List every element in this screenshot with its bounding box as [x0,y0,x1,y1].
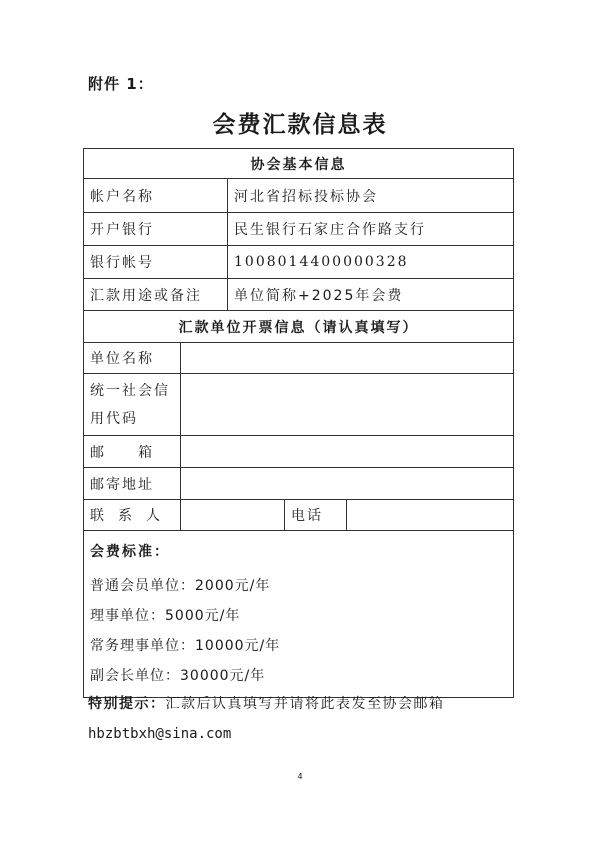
fee-item: 理事单位：5000元/年 [90,608,241,624]
address-field[interactable] [181,468,514,500]
contact-label: 联系人 [84,500,181,531]
purpose-label: 汇款用途或备注 [84,279,228,311]
attachment-label: 附件 1： [88,75,154,93]
table-row [84,279,514,311]
fee-standard-cell [84,531,514,698]
email-label: 邮 箱 [84,436,181,468]
account-number-value: 1008014400000328 [228,246,514,279]
table-row [84,374,514,436]
section1-heading-row [84,149,514,179]
association-email: hbzbtbxh@sina.com [88,726,232,742]
credit-code-label: 统一社会信用代码 [84,374,181,436]
phone-label: 电话 [285,500,347,531]
phone-field[interactable] [347,500,514,531]
unit-name-field[interactable] [181,343,514,374]
remittance-info-table [83,148,514,698]
page-number: 4 [297,772,303,781]
table-row [84,343,514,374]
table-row [84,468,514,500]
fee-item: 副会长单位：30000元/年 [90,668,266,684]
section2-heading-row [84,311,514,343]
fee-standard-row [84,531,514,698]
unit-name-label: 单位名称 [84,343,181,374]
credit-code-field[interactable] [181,374,514,436]
section2-heading: 汇款单位开票信息（请认真填写） [84,311,514,343]
table-row [84,500,514,531]
email-field[interactable] [181,436,514,468]
account-name-label: 帐户名称 [84,179,228,213]
purpose-value: 单位简称+2025年会费 [228,279,514,311]
account-number-label: 银行帐号 [84,246,228,279]
contact-field[interactable] [181,500,285,531]
special-note [88,693,445,713]
table-row [84,436,514,468]
form-title: 会费汇款信息表 [212,112,388,138]
table-row [84,179,514,213]
fee-item: 普通会员单位：2000元/年 [90,578,271,594]
table-row [84,213,514,246]
bank-label: 开户银行 [84,213,228,246]
special-note-text: 汇款后认真填写并请将此表发至协会邮箱 [165,696,445,712]
fee-item: 常务理事单位：10000元/年 [90,638,281,654]
section1-heading: 协会基本信息 [84,149,514,179]
fee-standard-heading: 会费标准： [90,544,170,560]
address-label: 邮寄地址 [84,468,181,500]
special-note-label: 特别提示： [88,696,166,712]
table-row [84,246,514,279]
account-name-value: 河北省招标投标协会 [228,179,514,213]
bank-value: 民生银行石家庄合作路支行 [228,213,514,246]
